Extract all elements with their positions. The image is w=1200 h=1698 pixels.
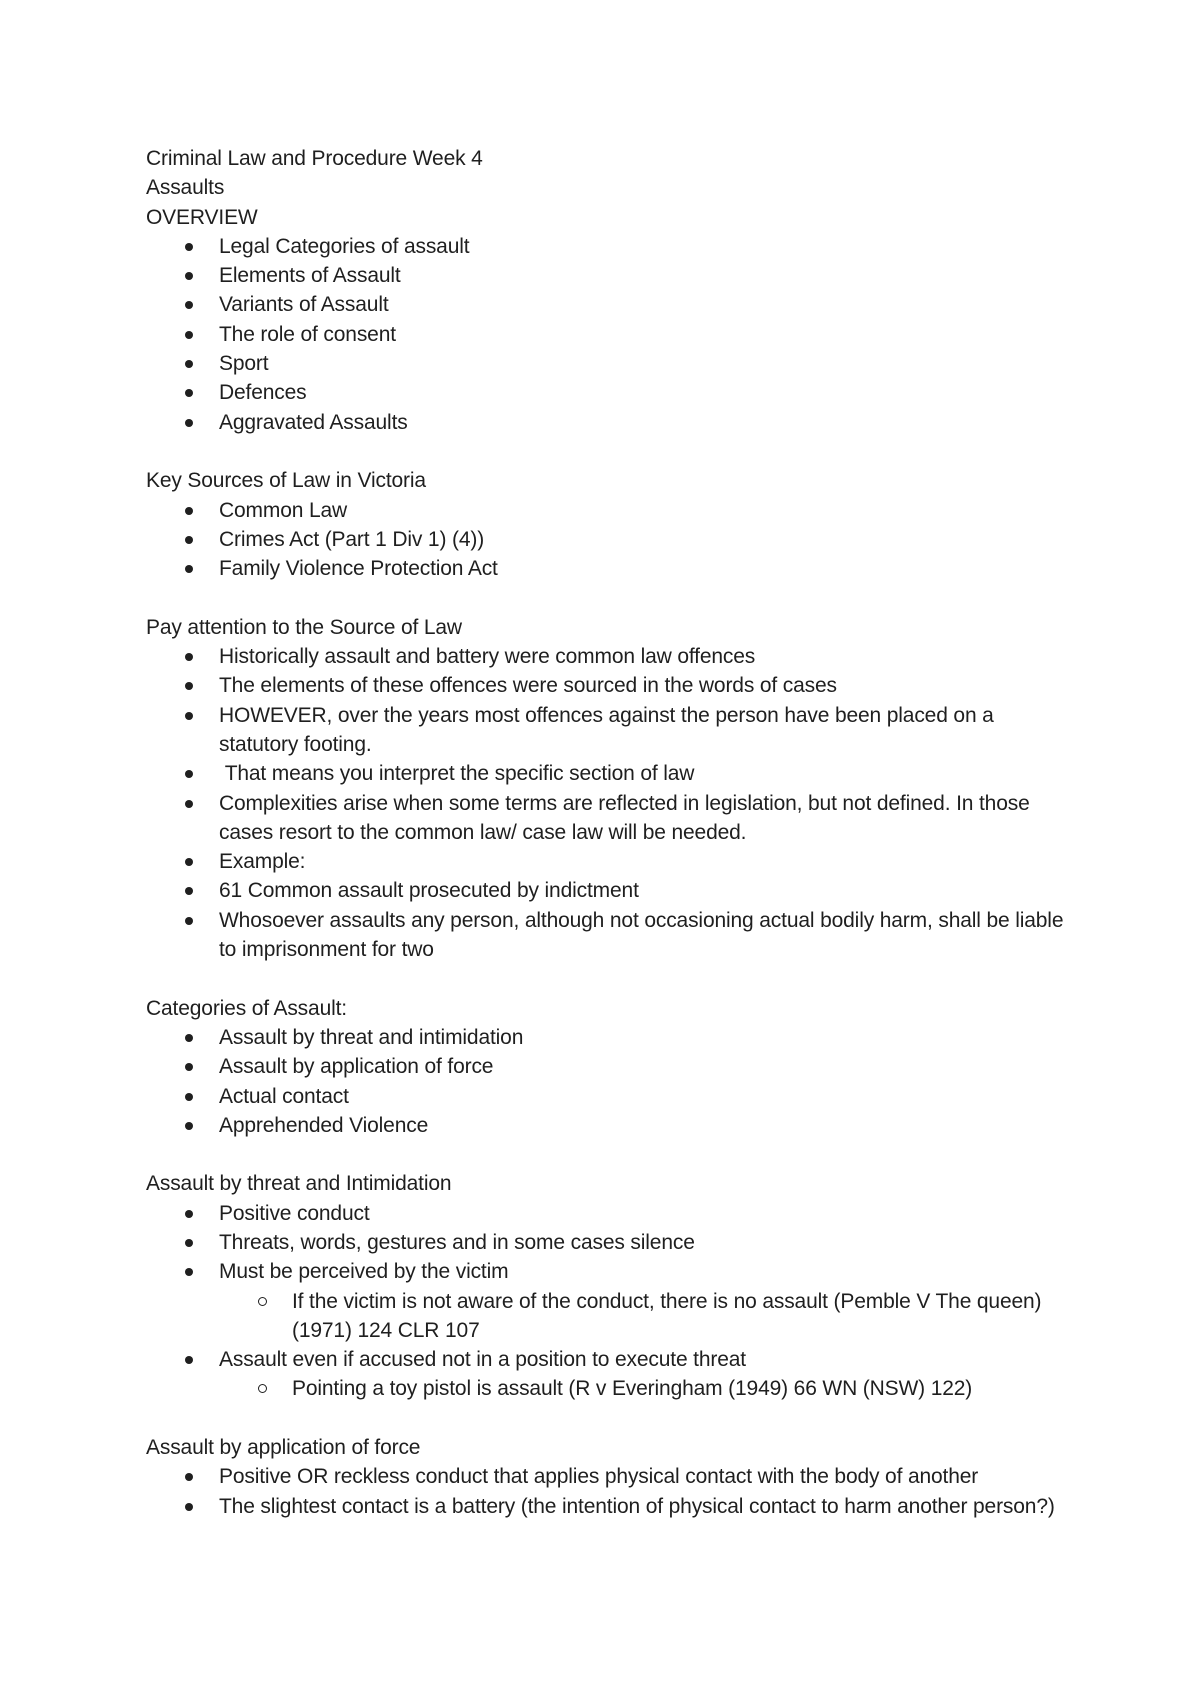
bullet-icon	[185, 389, 193, 397]
list-item: 61 Common assault prosecuted by indictment	[146, 876, 1076, 905]
hollow-bullet-icon	[258, 1384, 267, 1393]
list-item: The slightest contact is a battery (the intention of physical contact to harm another person?)	[146, 1492, 1076, 1521]
bullet-icon	[185, 1503, 193, 1511]
list-item: Positive conduct	[146, 1199, 1076, 1228]
spacer	[146, 1140, 1076, 1169]
force-list	[146, 1462, 1076, 1521]
threat-heading: Assault by threat and Intimidation	[146, 1172, 452, 1196]
bullet-icon	[185, 360, 193, 368]
bullet-icon	[185, 800, 193, 808]
document-title: Criminal Law and Procedure Week 4	[146, 147, 483, 170]
bullet-icon	[185, 272, 193, 280]
list-item: Apprehended Violence	[146, 1111, 1076, 1140]
sub-list-item: If the victim is not aware of the conduct, there is no assault (Pemble V The queen) (1971) 124 CLR 107	[219, 1287, 1076, 1346]
sub-list	[219, 1374, 1076, 1403]
list-item: Positive OR reckless conduct that applies physical contact with the body of another	[146, 1462, 1076, 1491]
bullet-icon	[185, 536, 193, 544]
list-item: Whosoever assaults any person, although not occasioning actual bodily harm, shall be liable to imprisonment for two	[146, 906, 1076, 965]
list-item: Actual contact	[146, 1082, 1076, 1111]
list-item: Legal Categories of assault	[146, 232, 1076, 261]
spacer	[146, 437, 1076, 466]
list-item: Sport	[146, 349, 1076, 378]
spacer	[146, 583, 1076, 612]
categories-heading: Categories of Assault:	[146, 996, 347, 1020]
sub-list-item: Pointing a toy pistol is assault (R v Everingham (1949) 66 WN (NSW) 122)	[219, 1374, 1076, 1403]
force-heading: Assault by application of force	[146, 1436, 421, 1460]
list-item: Historically assault and battery were common law offences	[146, 642, 1076, 671]
list-item: Threats, words, gestures and in some cases silence	[146, 1228, 1076, 1257]
bullet-icon	[185, 243, 193, 251]
spacer	[146, 964, 1076, 993]
bullet-icon	[185, 1268, 193, 1276]
bullet-icon	[185, 301, 193, 309]
list-item: Example:	[146, 847, 1076, 876]
bullet-icon	[185, 1473, 193, 1481]
bullet-icon	[185, 1063, 193, 1071]
overview-heading: OVERVIEW	[146, 205, 258, 229]
bullet-icon	[185, 1122, 193, 1130]
sub-list	[219, 1287, 1076, 1346]
key-sources-list	[146, 496, 1076, 584]
list-item: Crimes Act (Part 1 Div 1) (4))	[146, 525, 1076, 554]
bullet-icon	[185, 1210, 193, 1218]
hollow-bullet-icon	[258, 1297, 267, 1306]
key-sources-heading: Key Sources of Law in Victoria	[146, 469, 426, 493]
bullet-icon	[185, 682, 193, 690]
bullet-icon	[185, 1093, 193, 1101]
bullet-icon	[185, 712, 193, 720]
list-item: Assault by application of force	[146, 1052, 1076, 1081]
bullet-icon	[185, 331, 193, 339]
bullet-icon	[185, 887, 193, 895]
source-of-law-list	[146, 642, 1076, 964]
spacer	[146, 1404, 1076, 1433]
list-item: Common Law	[146, 496, 1076, 525]
bullet-icon	[185, 507, 193, 515]
list-item: Variants of Assault	[146, 290, 1076, 319]
bullet-icon	[185, 1356, 193, 1364]
document-subtitle: Assaults	[146, 176, 225, 200]
list-item: Assault even if accused not in a position to execute threat Pointing a toy pistol is assault (R v Everingham (1949) 66 WN (NSW) 122)	[146, 1345, 1076, 1404]
list-item: The role of consent	[146, 320, 1076, 349]
bullet-icon	[185, 565, 193, 573]
categories-list	[146, 1023, 1076, 1140]
list-item: HOWEVER, over the years most offences against the person have been placed on a statutory footing.	[146, 701, 1076, 760]
bullet-icon	[185, 1034, 193, 1042]
bullet-icon	[185, 1239, 193, 1247]
bullet-icon	[185, 858, 193, 866]
bullet-icon	[185, 653, 193, 661]
list-item: Family Violence Protection Act	[146, 554, 1076, 583]
list-item: Defences	[146, 378, 1076, 407]
source-of-law-heading: Pay attention to the Source of Law	[146, 615, 462, 639]
list-item: Complexities arise when some terms are reflected in legislation, but not defined. In those cases resort to the common law/ case law will be needed.	[146, 789, 1076, 848]
overview-list	[146, 232, 1076, 437]
list-item: Must be perceived by the victim If the victim is not aware of the conduct, there is no assault (Pemble V The queen) (1971) 124 CLR 107	[146, 1257, 1076, 1345]
document-content	[146, 144, 1076, 1521]
bullet-icon	[185, 917, 193, 925]
bullet-icon	[185, 770, 193, 778]
list-item: The elements of these offences were sourced in the words of cases	[146, 671, 1076, 700]
threat-list	[146, 1199, 1076, 1404]
list-item: Assault by threat and intimidation	[146, 1023, 1076, 1052]
list-item: Aggravated Assaults	[146, 408, 1076, 437]
bullet-icon	[185, 419, 193, 427]
list-item: Elements of Assault	[146, 261, 1076, 290]
list-item: That means you interpret the specific section of law	[146, 759, 1076, 788]
